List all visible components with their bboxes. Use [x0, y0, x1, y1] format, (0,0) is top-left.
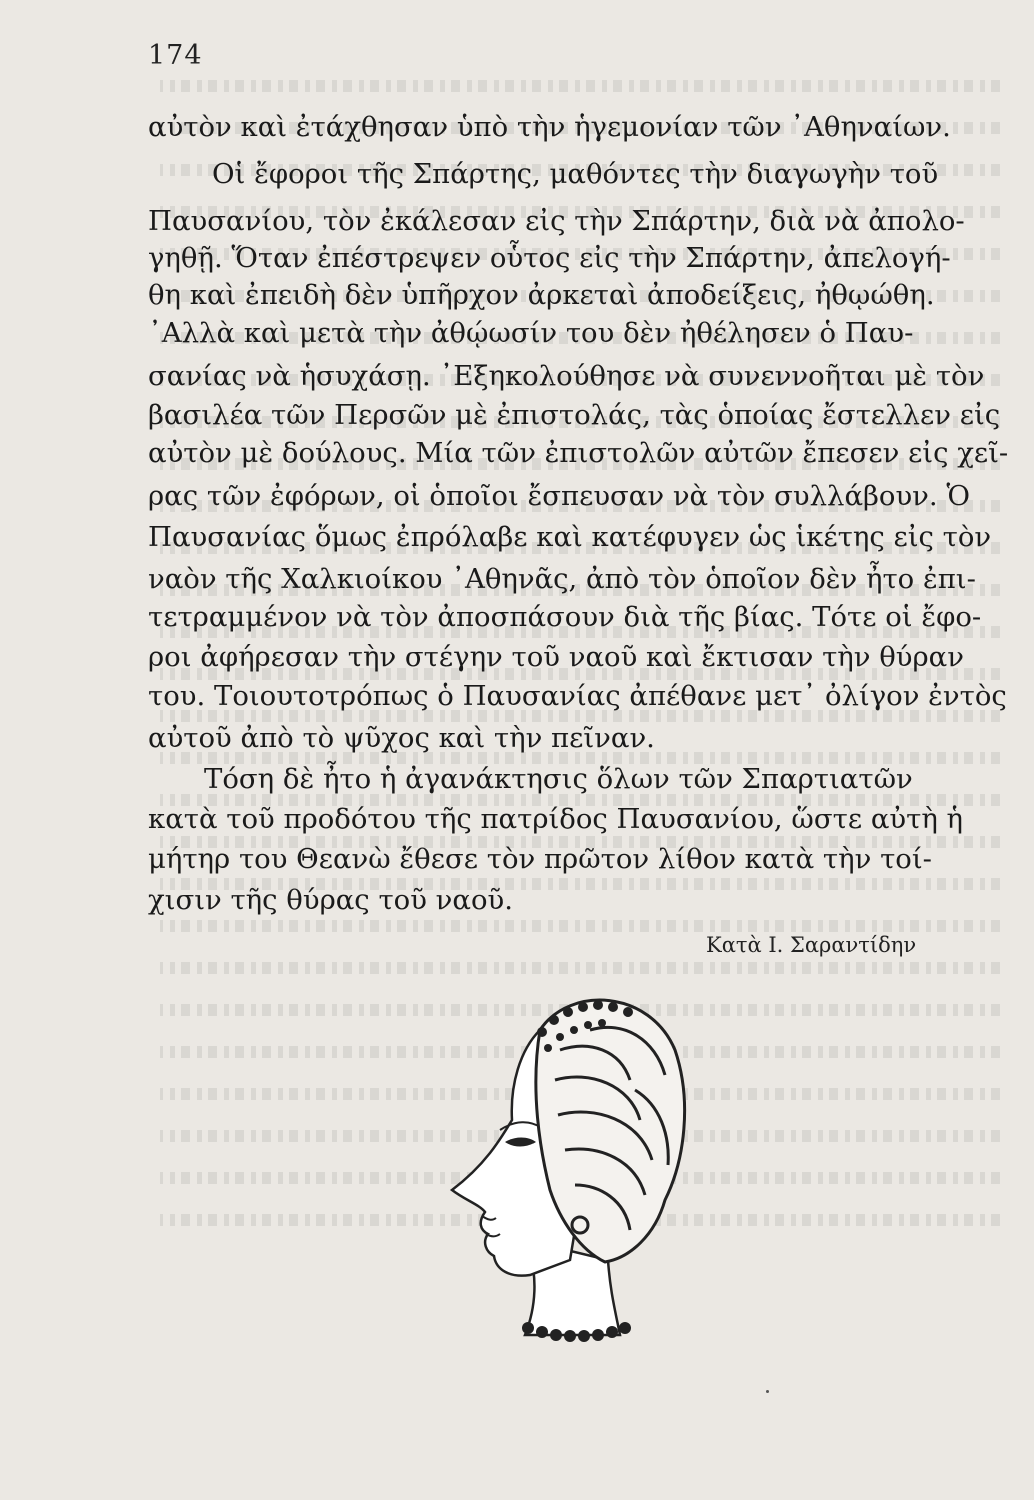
- text-line: Παυσανίας ὅμως ἐπρόλαβε καὶ κατέφυγεν ὡς ἱκέτης εἰς τὸν: [148, 521, 992, 553]
- text-line: θη καὶ ἐπειδὴ δὲν ὑπῆρχον ἀρκεταὶ ἀποδείξεις, ἠθῳώθη.: [148, 279, 935, 311]
- text-line: αὐτοῦ ἀπὸ τὸ ψῦχος καὶ τὴν πεῖναν.: [148, 722, 655, 754]
- text-line: χισιν τῆς θύρας τοῦ ναοῦ.: [148, 884, 513, 916]
- page-number: 174: [148, 40, 203, 71]
- text-line: Οἱ ἔφοροι τῆς Σπάρτης, μαθόντες τὴν διαγωγὴν τοῦ: [212, 158, 939, 190]
- attribution: Κατὰ Ι. Σαραντίδην: [706, 933, 917, 957]
- text-line: βασιλέα τῶν Περσῶν μὲ ἐπιστολάς, τὰς ὁποίας ἔστελλεν εἰς: [148, 399, 1001, 431]
- text-line: ναὸν τῆς Χαλκιοίκου ᾿Αθηνᾶς, ἀπὸ τὸν ὁποῖον δὲν ἦτο ἐπι-: [148, 563, 976, 595]
- text-line: μήτηρ του Θεανὼ ἔθεσε τὸν πρῶτον λίθον κατὰ τὴν τοί-: [148, 843, 932, 875]
- text-line: ρας τῶν ἐφόρων, οἱ ὁποῖοι ἔσπευσαν νὰ τὸν συλλάβουν. Ὁ: [148, 480, 971, 512]
- text-line: κατὰ τοῦ προδότου τῆς πατρίδος Παυσανίου, ὥστε αὐτὴ ἡ: [148, 803, 964, 835]
- text-line: σανίας νὰ ἡσυχάσῃ. ᾿Εξηκολούθησε νὰ συνεννοῆται μὲ τὸν: [148, 360, 985, 392]
- text-line: Τόση δὲ ἦτο ἡ ἀγανάκτησις ὅλων τῶν Σπαρτιατῶν: [204, 763, 913, 795]
- text-line: γηθῇ. Ὅταν ἐπέστρεψεν οὗτος εἰς τὴν Σπάρτην, ἀπελογή-: [148, 242, 951, 274]
- text-line: τετραμμένον νὰ τὸν ἀποσπάσουν διὰ τῆς βίας. Τότε οἱ ἔφο-: [148, 601, 982, 633]
- text-line: αὐτὸν μὲ δούλους. Μία τῶν ἐπιστολῶν αὐτῶν ἔπεσεν εἰς χεῖ-: [148, 437, 1009, 469]
- text-line: ροι ἀφήρεσαν τὴν στέγην τοῦ ναοῦ καὶ ἔκτισαν τὴν θύραν: [148, 641, 964, 673]
- paper-speck: [766, 1390, 769, 1393]
- greek-coin-head-profile-icon: [430, 990, 690, 1370]
- text-line: του. Τοιουτοτρόπως ὁ Παυσανίας ἀπέθανε μετ᾿ ὀλίγον ἐντὸς: [148, 680, 1007, 712]
- text-line: ᾿Αλλὰ καὶ μετὰ τὴν ἀθῴωσίν του δὲν ἠθέλησεν ὁ Παυ-: [148, 317, 914, 349]
- text-line: Παυσανίου, τὸν ἐκάλεσαν εἰς τὴν Σπάρτην, διὰ νὰ ἀπολο-: [148, 205, 965, 237]
- text-line: αὐτὸν καὶ ἐτάχθησαν ὑπὸ τὴν ἡγεμονίαν τῶν ᾿Αθηναίων.: [148, 111, 951, 143]
